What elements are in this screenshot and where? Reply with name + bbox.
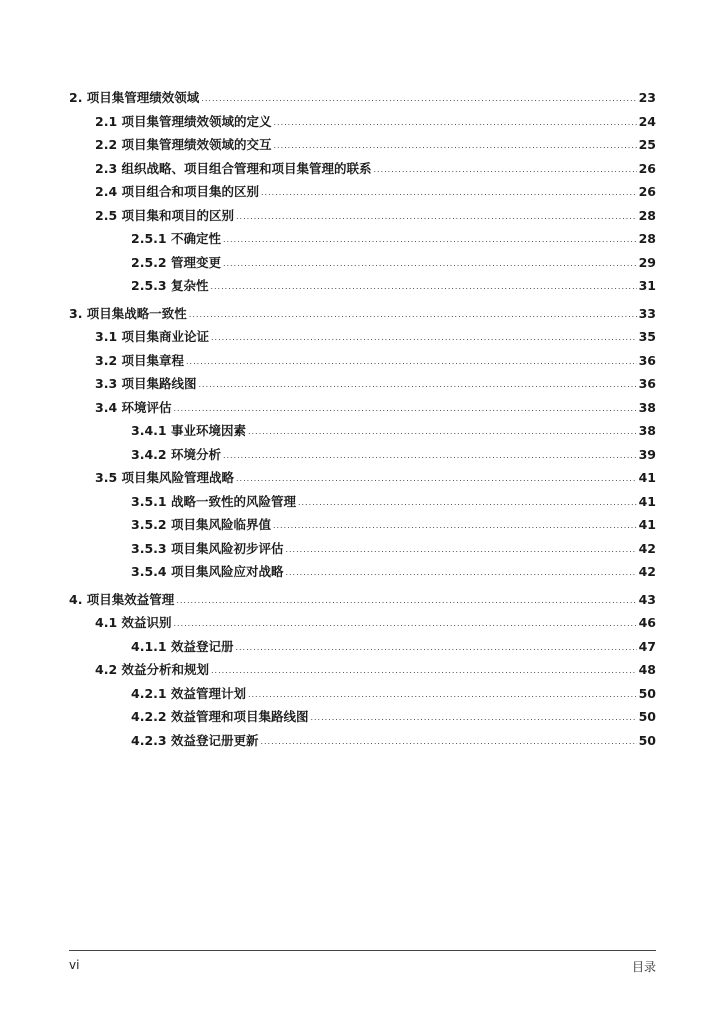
toc-entry-page: 41	[638, 517, 656, 532]
table-of-contents	[69, 86, 656, 752]
toc-entry-title: 4.2.1 效益管理计划	[131, 685, 246, 701]
toc-entry-page: 28	[638, 207, 656, 223]
toc-entry-page: 29	[638, 254, 656, 270]
toc-dot-leader	[176, 589, 636, 613]
toc-entry-3-5-3[interactable]	[69, 537, 656, 561]
toc-entry-title: 2.3 组织战略、项目组合管理和项目集管理的联系	[95, 160, 372, 176]
toc-entry-page: 28	[638, 231, 656, 246]
toc-entry-title: 3.5 项目集风险管理战略	[95, 470, 234, 485]
toc-dot-leader	[310, 706, 636, 730]
toc-entry-page: 23	[638, 90, 656, 105]
toc-entry-page: 26	[638, 184, 656, 199]
toc-entry-3-3[interactable]	[69, 372, 656, 396]
toc-entry-4[interactable]	[69, 588, 656, 612]
toc-dot-leader	[274, 134, 637, 158]
toc-entry-4-2[interactable]	[69, 658, 656, 682]
toc-entry-3-5-1[interactable]	[69, 490, 656, 514]
toc-entry-2-3[interactable]	[69, 157, 656, 181]
toc-dot-leader	[211, 326, 637, 350]
toc-dot-leader	[285, 561, 636, 585]
footer-page-number: vi	[69, 958, 80, 972]
toc-entry-title: 3. 项目集战略一致性	[69, 305, 187, 321]
toc-entry-3-5-2[interactable]	[69, 513, 656, 537]
toc-entry-page: 39	[638, 446, 656, 462]
toc-entry-page: 48	[638, 662, 656, 677]
footer-section-label: 目录	[631, 960, 656, 974]
toc-entry-page: 38	[638, 423, 656, 438]
toc-entry-3-5-4[interactable]	[69, 560, 656, 584]
toc-entry-title: 2.5.2 管理变更	[131, 254, 221, 270]
toc-entry-page: 25	[638, 137, 656, 152]
toc-entry-3[interactable]	[69, 302, 656, 326]
toc-dot-leader	[223, 252, 637, 276]
toc-dot-leader	[236, 205, 637, 229]
toc-entry-4-2-3[interactable]	[69, 729, 656, 753]
toc-entry-page: 42	[638, 540, 656, 556]
toc-entry-title: 4.2.3 效益登记册更新	[131, 732, 259, 748]
toc-entry-title: 2.5.3 复杂性	[131, 278, 209, 293]
toc-dot-leader	[189, 303, 637, 327]
toc-dot-leader	[285, 538, 636, 562]
toc-entry-title: 4.2.2 效益管理和项目集路线图	[131, 709, 309, 724]
toc-entry-3-2[interactable]	[69, 349, 656, 373]
toc-entry-page: 50	[638, 685, 656, 701]
toc-entry-2-4[interactable]	[69, 180, 656, 204]
toc-entry-3-4-1[interactable]	[69, 419, 656, 443]
footer-divider	[69, 950, 656, 951]
toc-dot-leader	[248, 420, 637, 444]
toc-entry-3-5[interactable]	[69, 466, 656, 490]
toc-dot-leader	[223, 444, 637, 468]
toc-entry-page: 38	[638, 399, 656, 415]
toc-entry-page: 36	[638, 352, 656, 368]
toc-dot-leader	[211, 659, 637, 683]
toc-dot-leader	[186, 350, 637, 374]
toc-entry-page: 36	[638, 376, 656, 391]
toc-dot-leader	[235, 636, 636, 660]
toc-entry-3-4[interactable]	[69, 396, 656, 420]
toc-dot-leader	[374, 158, 637, 182]
toc-entry-page: 31	[638, 278, 656, 293]
toc-entry-4-1[interactable]	[69, 611, 656, 635]
toc-entry-title: 4. 项目集效益管理	[69, 591, 175, 607]
toc-entry-title: 2. 项目集管理绩效领域	[69, 90, 200, 105]
toc-entry-title: 3.5.1 战略一致性的风险管理	[131, 493, 296, 509]
toc-entry-title: 2.5 项目集和项目的区别	[95, 207, 234, 223]
toc-dot-leader	[298, 491, 637, 515]
toc-entry-title: 2.2 项目集管理绩效领域的交互	[95, 137, 272, 152]
toc-entry-title: 3.5.4 项目集风险应对战略	[131, 564, 284, 579]
toc-entry-4-1-1[interactable]	[69, 635, 656, 659]
toc-entry-3-4-2[interactable]	[69, 443, 656, 467]
toc-dot-leader	[223, 228, 637, 252]
toc-entry-page: 47	[638, 638, 656, 654]
toc-entry-2-5[interactable]	[69, 204, 656, 228]
toc-entry-2[interactable]	[69, 86, 656, 110]
toc-entry-page: 50	[638, 732, 656, 748]
toc-entry-page: 43	[638, 591, 656, 607]
toc-dot-leader	[174, 397, 637, 421]
toc-dot-leader	[261, 181, 637, 205]
toc-entry-title: 3.1 项目集商业论证	[95, 329, 209, 344]
toc-dot-leader	[274, 111, 637, 135]
toc-entry-4-2-1[interactable]	[69, 682, 656, 706]
toc-entry-2-5-2[interactable]	[69, 251, 656, 275]
toc-entry-title: 4.2 效益分析和规划	[95, 662, 209, 677]
toc-entry-title: 3.4.2 环境分析	[131, 446, 221, 462]
toc-entry-title: 3.5.2 项目集风险临界值	[131, 517, 271, 532]
toc-dot-leader	[201, 87, 636, 111]
toc-entry-title: 3.4 环境评估	[95, 399, 172, 415]
toc-entry-title: 4.1.1 效益登记册	[131, 638, 234, 654]
toc-entry-3-1[interactable]	[69, 325, 656, 349]
toc-dot-leader	[236, 467, 637, 491]
toc-entry-page: 50	[638, 709, 656, 724]
toc-dot-leader	[260, 730, 636, 754]
toc-entry-page: 24	[638, 113, 656, 129]
toc-dot-leader	[248, 683, 637, 707]
toc-entry-title: 3.5.3 项目集风险初步评估	[131, 540, 284, 556]
toc-entry-page: 41	[638, 493, 656, 509]
toc-entry-2-2[interactable]	[69, 133, 656, 157]
toc-dot-leader	[174, 612, 637, 636]
toc-entry-page: 41	[638, 470, 656, 485]
toc-entry-title: 2.4 项目组合和项目集的区别	[95, 184, 259, 199]
toc-entry-title: 3.3 项目集路线图	[95, 376, 197, 391]
toc-entry-4-2-2[interactable]	[69, 705, 656, 729]
toc-entry-page: 42	[638, 564, 656, 579]
toc-entry-page: 26	[638, 160, 656, 176]
toc-dot-leader	[210, 275, 636, 299]
toc-entry-page: 46	[638, 615, 656, 630]
toc-entry-title: 3.4.1 事业环境因素	[131, 423, 246, 438]
toc-entry-page: 33	[638, 305, 656, 321]
toc-dot-leader	[273, 514, 637, 538]
toc-entry-title: 4.1 效益识别	[95, 615, 172, 630]
toc-entry-2-1[interactable]	[69, 110, 656, 134]
toc-entry-title: 2.5.1 不确定性	[131, 231, 221, 246]
toc-entry-page: 35	[638, 329, 656, 344]
toc-dot-leader	[199, 373, 637, 397]
toc-entry-title: 2.1 项目集管理绩效领域的定义	[95, 113, 272, 129]
toc-entry-2-5-3[interactable]	[69, 274, 656, 298]
toc-entry-title: 3.2 项目集章程	[95, 352, 184, 368]
toc-entry-2-5-1[interactable]	[69, 227, 656, 251]
